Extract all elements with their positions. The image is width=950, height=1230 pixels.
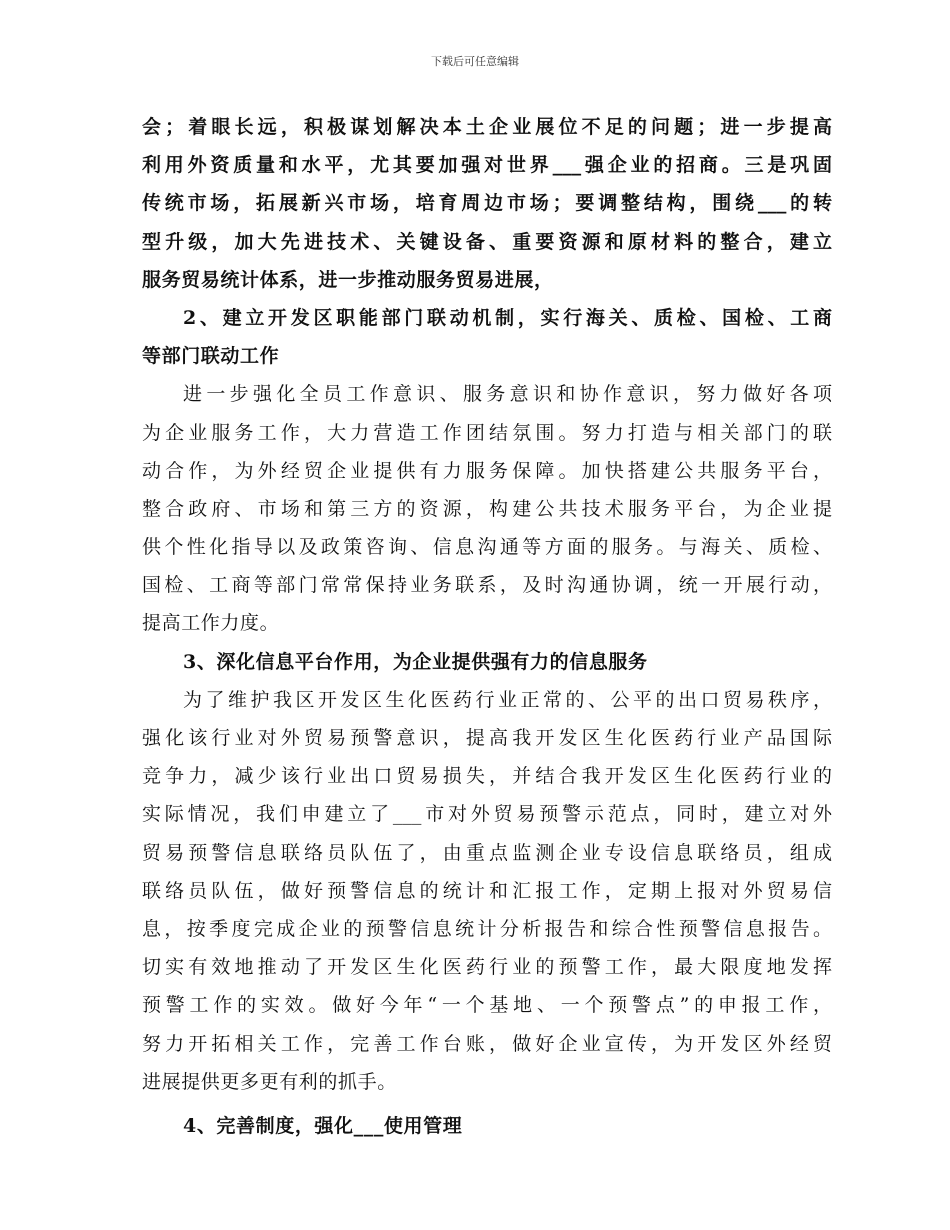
paragraph-line: 国检、工商等部门常常保持业务联系，及时沟通协调，统一开展行动， [142,574,832,597]
heading-line: 4、完善制度，强化___使用管理 [183,1114,463,1137]
document-body [142,108,832,1145]
paragraph-line: 贸易预警信息联络员队伍了，由重点监测企业专设信息联络员，组成 [142,841,832,864]
heading-line: 传统市场，拓展新兴市场，培育周边市场；要调整结构，围绕___的转 [142,192,832,215]
paragraph-line: 供个性化指导以及政策咨询、信息沟通等方面的服务。与海关、质检、 [142,536,832,559]
page-header: 下载后可任意编辑 [431,55,519,68]
paragraph-line: 切实有效地推动了开发区生化医药行业的预警工作，最大限度地发挥 [142,956,832,979]
paragraph-line: 进展提供更多更有利的抓手。 [142,1070,397,1093]
paragraph-line: 实际情况，我们申建立了___市对外贸易预警示范点，同时，建立对外 [142,803,832,826]
heading-line: 2、建立开发区职能部门联动机制，实行海关、质检、国检、工商 [183,306,832,329]
heading-line: 服务贸易统计体系，进一步推动服务贸易进展， [142,268,554,291]
paragraph-line: 进一步强化全员工作意识、服务意识和协作意识，努力做好各项 [183,383,832,406]
paragraph-line: 强化该行业对外贸易预警意识，提高我开发区生化医药行业产品国际 [142,727,832,749]
heading-line: 型升级，加大先进技术、关键设备、重要资源和原材料的整合，建立 [142,230,832,253]
heading-line: 利用外资质量和水平，尤其要加强对世界___强企业的招商。三是巩固 [142,154,832,177]
heading-line: 会；着眼长远，积极谋划解决本土企业展位不足的问题；进一步提高 [142,116,832,138]
paragraph-line: 动合作，为外经贸企业提供有力服务保障。加快搭建公共服务平台， [142,459,832,482]
heading-line: 等部门联动工作 [142,345,280,368]
paragraph-line: 联络员队伍，做好预警信息的统计和汇报工作，定期上报对外贸易信 [142,879,832,902]
paragraph-line: 预警工作的实效。做好今年“一个基地、一个预警点”的申报工作， [142,994,832,1017]
paragraph-line: 竞争力，减少该行业出口贸易损失，并结合我开发区生化医药行业的 [142,765,832,788]
heading-line: 3、深化信息平台作用，为企业提供强有力的信息服务 [183,650,648,673]
paragraph-line: 努力开拓相关工作，完善工作台账，做好企业宣传，为开发区外经贸 [142,1032,832,1055]
paragraph-line: 为企业服务工作，大力营造工作团结氛围。努力打造与相关部门的联 [142,421,832,444]
paragraph-line: 息，按季度完成企业的预警信息统计分析报告和综合性预警信息报告。 [142,917,832,940]
paragraph-line: 整合政府、市场和第三方的资源，构建公共技术服务平台，为企业提 [142,497,832,520]
paragraph-line: 为了维护我区开发区生化医药行业正常的、公平的出口贸易秩序， [183,688,832,711]
paragraph-line: 提高工作力度。 [142,612,280,635]
